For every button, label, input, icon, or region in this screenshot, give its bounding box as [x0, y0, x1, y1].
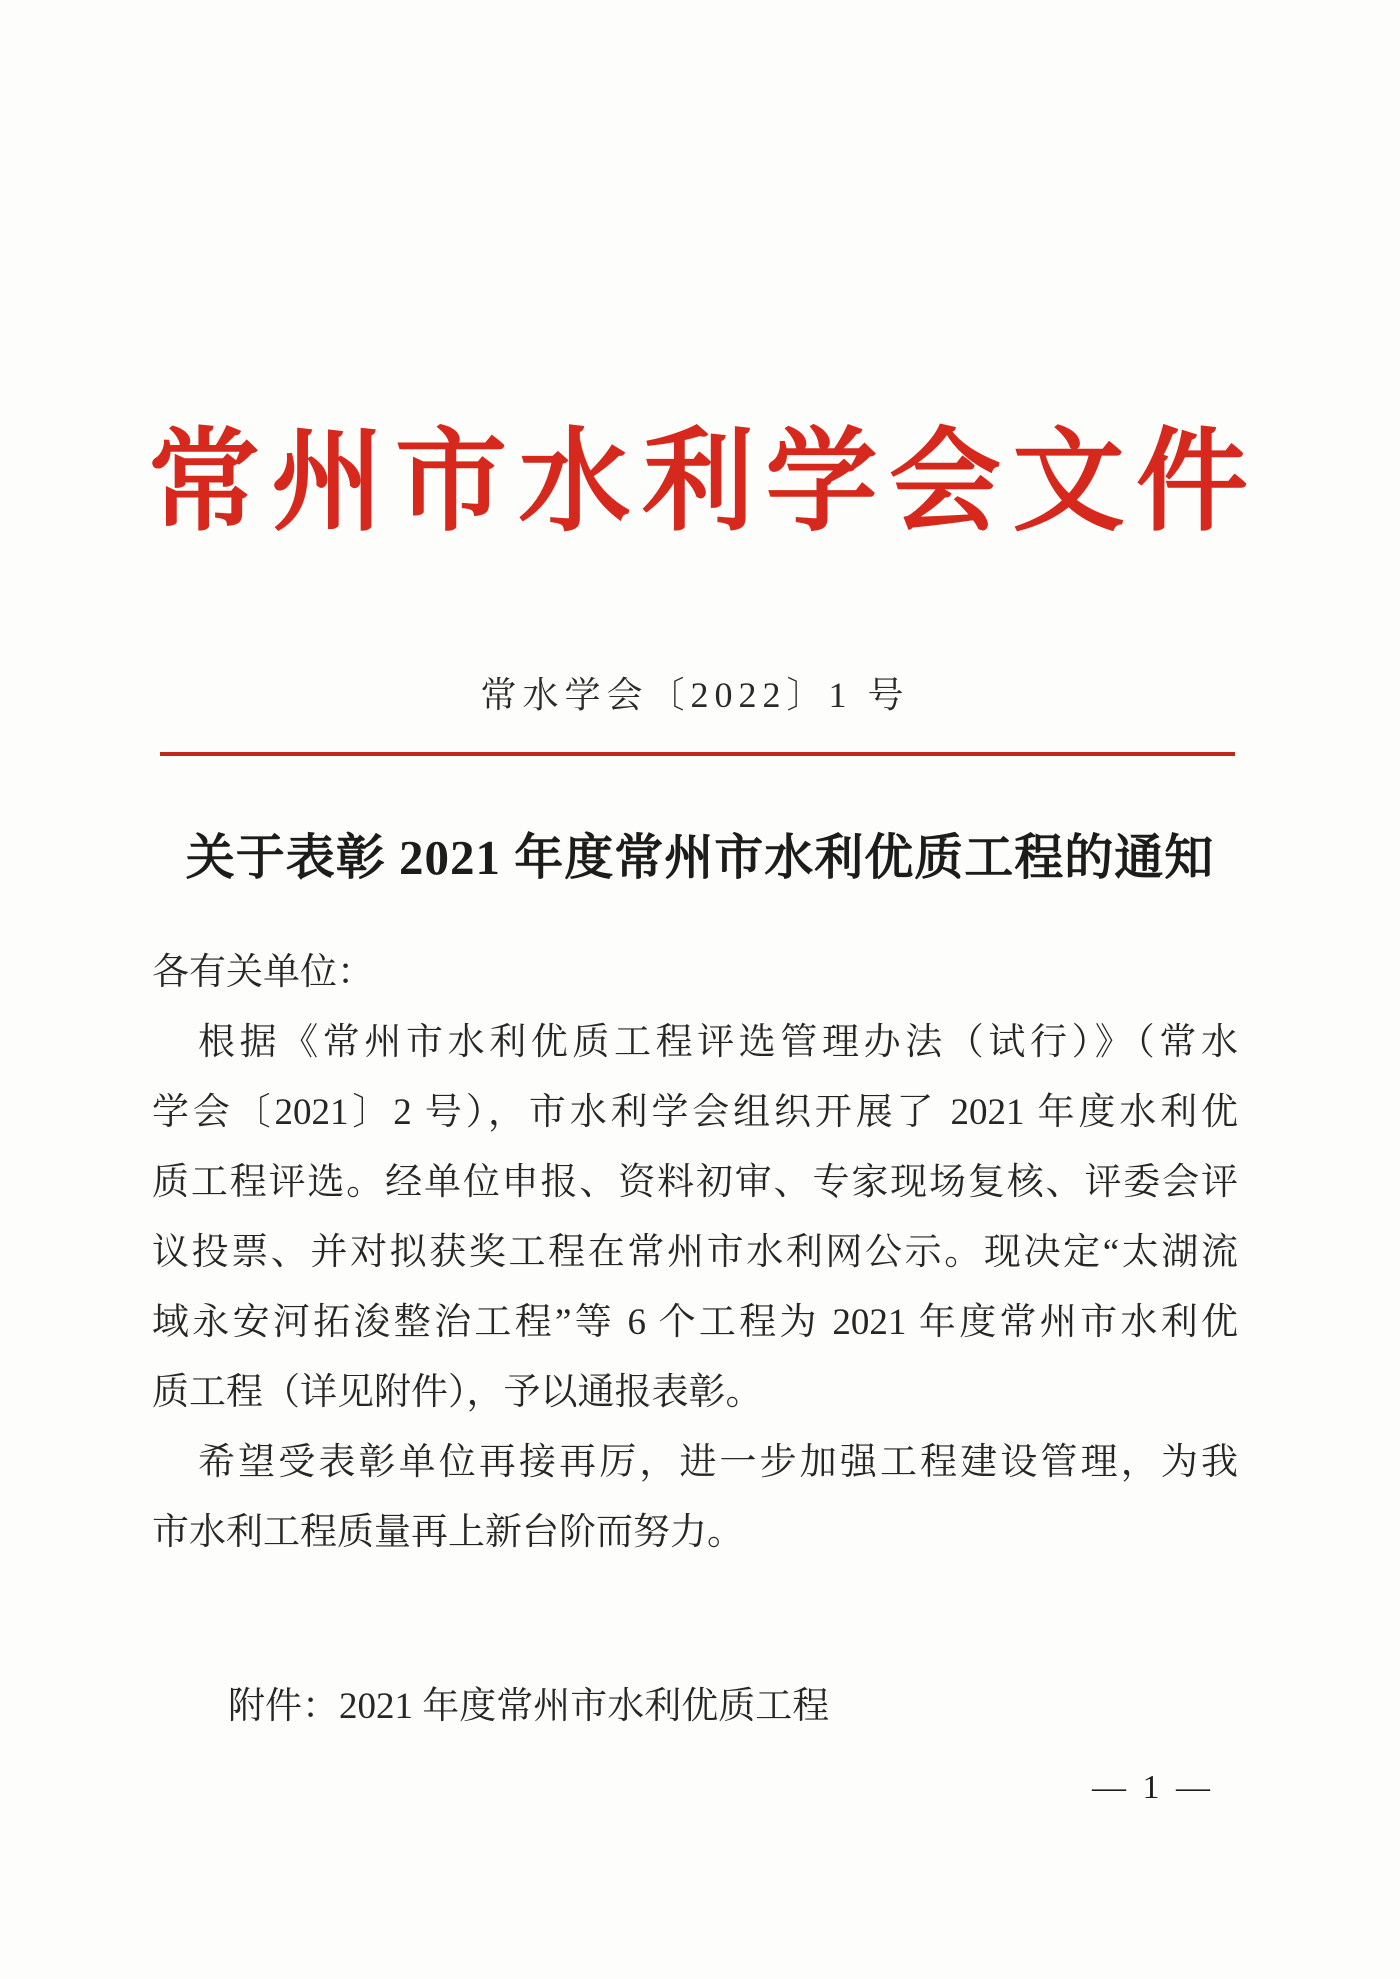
document-body	[152, 938, 1238, 1568]
attachment-line: 附件：2021 年度常州市水利优质工程	[228, 1686, 830, 1727]
body-line: 希望受表彰单位再接再厉，进一步加强工程建设管理，为我	[198, 1442, 1238, 1483]
body-line: 学会〔2021〕2 号），市水利学会组织开展了 2021 年度水利优	[152, 1092, 1238, 1133]
salutation-line: 各有关单位：	[152, 952, 374, 993]
notice-title: 关于表彰 2021 年度常州市水利优质工程的通知	[185, 830, 1215, 885]
body-line: 根据《常州市水利优质工程评选管理办法（试行）》（常水	[198, 1022, 1238, 1063]
red-divider-line	[160, 752, 1235, 756]
body-line: 域永安河拓浚整治工程”等 6 个工程为 2021 年度常州市水利优	[152, 1302, 1238, 1343]
body-line: 市水利工程质量再上新台阶而努力。	[152, 1512, 744, 1553]
page-number: — 1 —	[1092, 1769, 1214, 1806]
document-org-title: 常州市水利学会文件	[148, 421, 1248, 545]
body-line: 质工程评选。经单位申报、资料初审、专家现场复核、评委会评	[152, 1162, 1238, 1203]
document-number: 常水学会〔2022〕1 号	[480, 675, 910, 715]
body-line: 议投票、并对拟获奖工程在常州市水利网公示。现决定“太湖流	[152, 1232, 1238, 1273]
body-line: 质工程（详见附件），予以通报表彰。	[152, 1372, 763, 1413]
